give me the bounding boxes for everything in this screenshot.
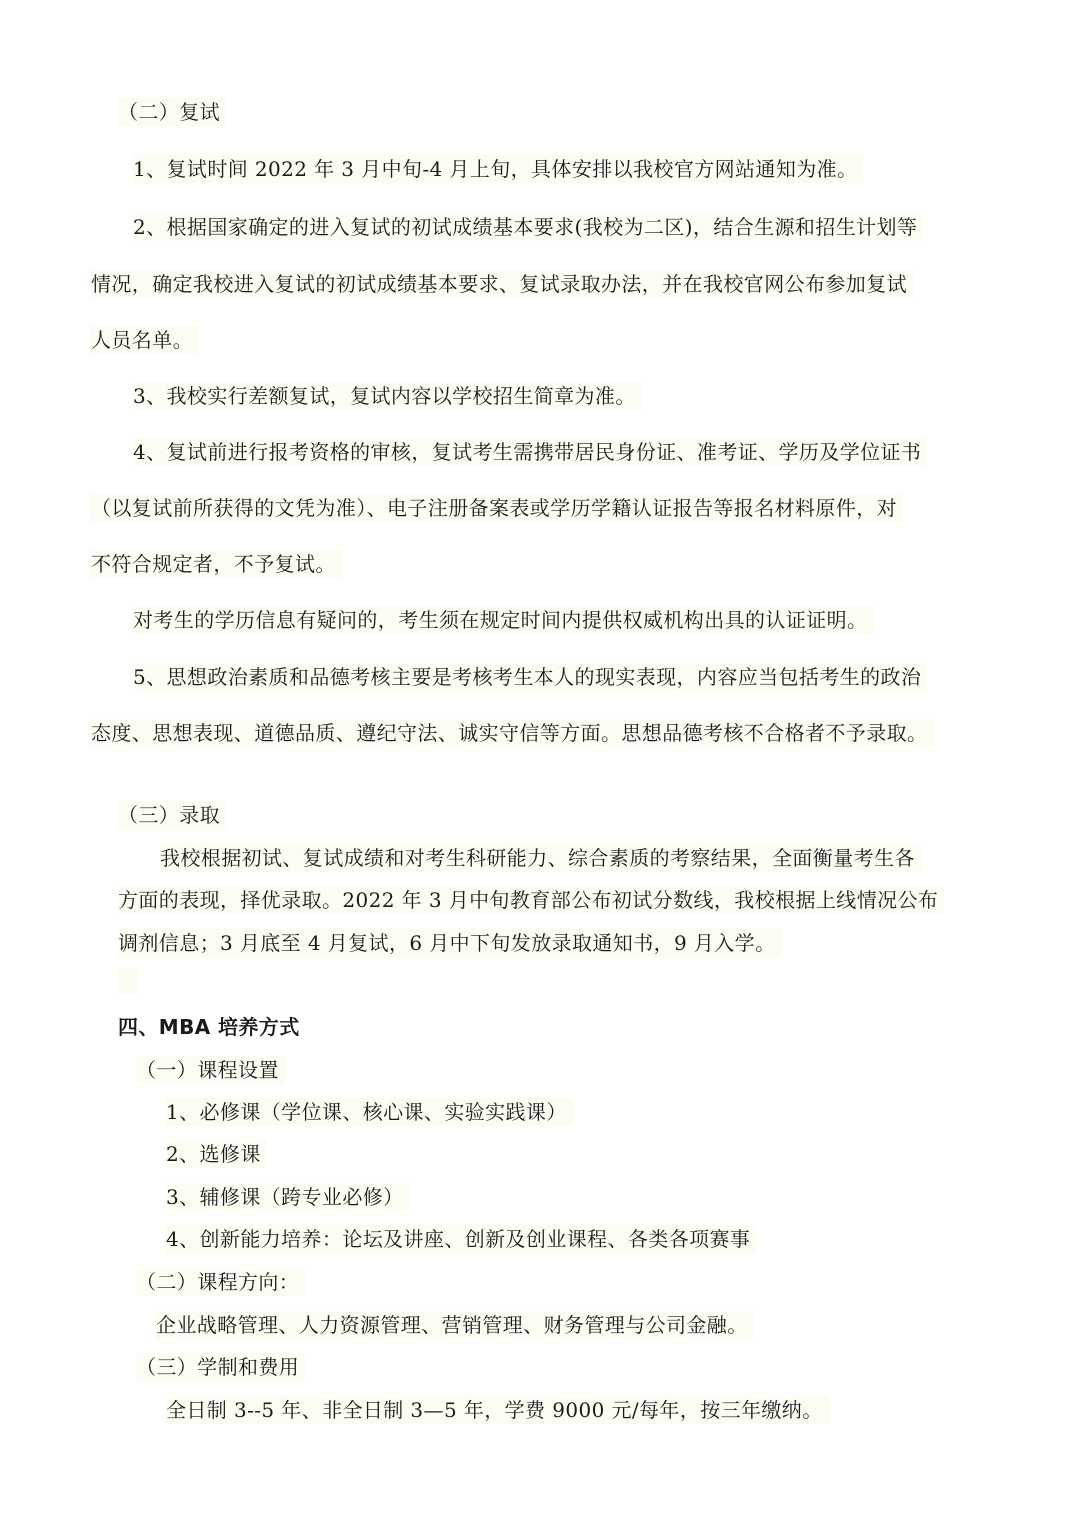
retest-item-4-line-2: （以复试前所获得的文凭为准）、电子注册备案表或学历学籍认证报告等报名材料原件，对 — [91, 494, 903, 522]
retest-item-2-line-1: 2、根据国家确定的进入复试的初试成绩基本要求(我校为二区)，结合生源和招生计划等 — [133, 213, 923, 241]
directions-text: 企业战略管理、人力资源管理、营销管理、财务管理与公司金融。 — [156, 1311, 754, 1339]
retest-item-1: 1、复试时间 2022 年 3 月中旬-4 月上旬，具体安排以我校官方网站通知为准。 — [133, 155, 863, 183]
directions-title: （二）课程方向： — [136, 1268, 305, 1296]
retest-item-2-line-3: 人员名单。 — [91, 326, 199, 354]
section-2-title: （二）复试 — [118, 98, 226, 126]
retest-item-3: 3、我校实行差额复试，复试内容以学校招生简章为准。 — [133, 382, 642, 410]
part-4-title: 四、MBA 培养方式 — [118, 1015, 300, 1039]
admission-line-2: 方面的表现，择优录取。2022 年 3 月中旬教育部公布初试分数线，我校根据上线情况公布 — [118, 886, 944, 914]
retest-item-5-line-1: 5、思想政治素质和品德考核主要是考核考生本人的现实表现，内容应当包括考生的政治 — [133, 663, 927, 691]
course-item-2: 2、选修课 — [166, 1140, 267, 1168]
course-item-3: 3、辅修课（跨专业必修） — [166, 1183, 410, 1211]
courses-title: （一）课程设置 — [136, 1056, 285, 1084]
retest-note: 对考生的学历信息有疑问的，考生须在规定时间内提供权威机构出具的认证证明。 — [133, 606, 873, 634]
fees-text: 全日制 3--5 年、非全日制 3—5 年，学费 9000 元/每年，按三年缴纳。 — [166, 1396, 829, 1424]
blank-line-mark — [118, 968, 138, 994]
retest-item-4-line-1: 4、复试前进行报考资格的审核，复试考生需携带居民身份证、准考证、学历及学位证书 — [133, 438, 927, 466]
course-item-4: 4、创新能力培养：论坛及讲座、创新及创业课程、各类各项赛事 — [166, 1225, 756, 1253]
course-item-1: 1、必修课（学位课、核心课、实验实践课） — [166, 1098, 573, 1126]
retest-item-4-line-3: 不符合规定者，不予复试。 — [91, 550, 342, 578]
admission-line-3: 调剂信息；3 月底至 4 月复试，6 月中下旬发放录取通知书，9 月入学。 — [118, 929, 782, 957]
fees-title: （三）学制和费用 — [136, 1353, 305, 1381]
retest-item-2-line-2: 情况，确定我校进入复试的初试成绩基本要求、复试录取办法，并在我校官网公布参加复试 — [91, 270, 913, 298]
section-3-title: （三）录取 — [118, 801, 226, 829]
admission-line-1: 我校根据初试、复试成绩和对考生科研能力、综合素质的考察结果，全面衡量考生各 — [160, 844, 921, 872]
retest-item-5-line-2: 态度、思想表现、道德品质、遵纪守法、诚实守信等方面。思想品德考核不合格者不予录取。 — [91, 719, 933, 747]
